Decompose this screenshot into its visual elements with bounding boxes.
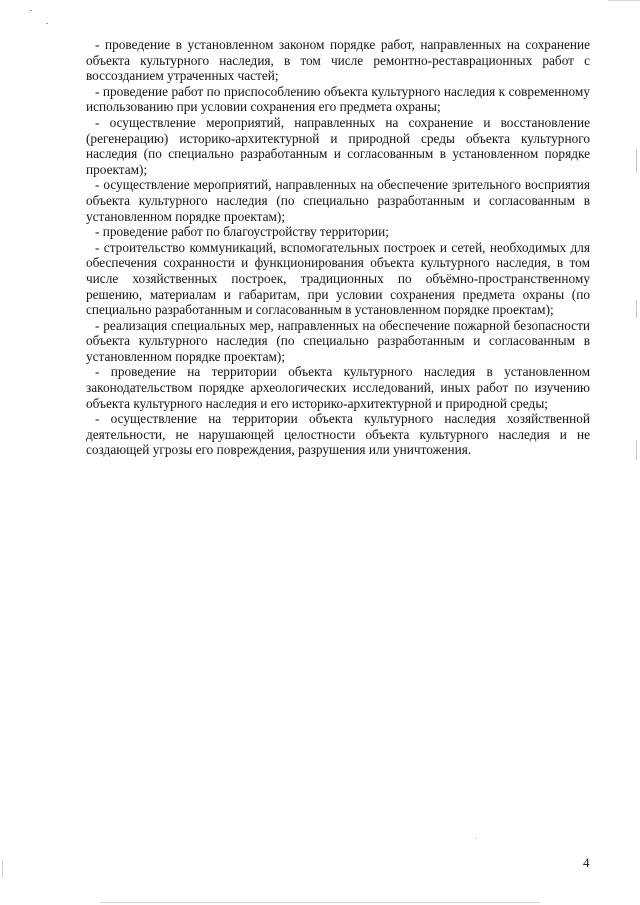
scan-speck <box>475 838 476 839</box>
scan-speck <box>30 10 32 11</box>
scan-edge-mark <box>608 0 640 1</box>
list-item-paragraph: - проведение на территории объекта культурного наследия в установленном законодательством порядке археологических исследований, иных работ по изучению объекта культурного наследия и его историко-архитектурной и природной среды; <box>86 364 590 411</box>
body-text <box>86 37 590 458</box>
scan-edge-mark <box>636 300 637 318</box>
scan-speck <box>46 23 48 24</box>
scan-edge-mark <box>2 860 3 878</box>
list-item-paragraph: - осуществление на территории объекта культурного наследия хозяйственной деятельности, не нарушающей целостности объекта культурного наследия и не создающей угрозы его повреждения, разрушения или уничтожения. <box>86 411 590 458</box>
list-item-paragraph: - проведение работ по благоустройству территории; <box>95 224 389 240</box>
list-item-paragraph: - осуществление мероприятий, направленных на обеспечение зрительного восприятия объекта культурного наследия (по специально разработанным и согласованным в установленном порядке проектам); <box>86 177 590 224</box>
scan-edge-mark <box>636 150 637 172</box>
scan-edge-mark <box>636 440 637 460</box>
list-item-paragraph: - реализация специальных мер, направленных на обеспечение пожарной безопасности объекта культурного наследия (по специально разработанным и согласованным в установленном порядке проектам); <box>86 317 590 364</box>
list-item-paragraph: - проведение работ по приспособлению объекта культурного наследия к современному использованию при условии сохранения его предмета охраны; <box>86 83 590 115</box>
page-number: 4 <box>583 855 590 870</box>
scan-edge-mark <box>100 902 540 903</box>
list-item-paragraph: - осуществление мероприятий, направленных на сохранение и восстановление (регенерацию) историко-архитектурной и природной среды объекта культурного наследия (по специально разработанным и согласованным в установленном порядке проектам); <box>86 114 590 177</box>
list-item-paragraph: - проведение в установленном законом порядке работ, направленных на сохранение объекта культурного наследия, в том числе ремонтно-реставрационных работ с воссозданием утраченных частей; <box>86 37 590 84</box>
list-item-paragraph: - строительство коммуникаций, вспомогательных построек и сетей, необходимых для обеспечения сохранности и функционирования объекта культурного наследия, в том числе хозяйственных построек, традиционных по объёмно-пространственному решению, материалам и габаритам, при условии сохранения предмета охраны (по специально разработанным и согласованным в установленном порядке проектам); <box>86 239 590 318</box>
